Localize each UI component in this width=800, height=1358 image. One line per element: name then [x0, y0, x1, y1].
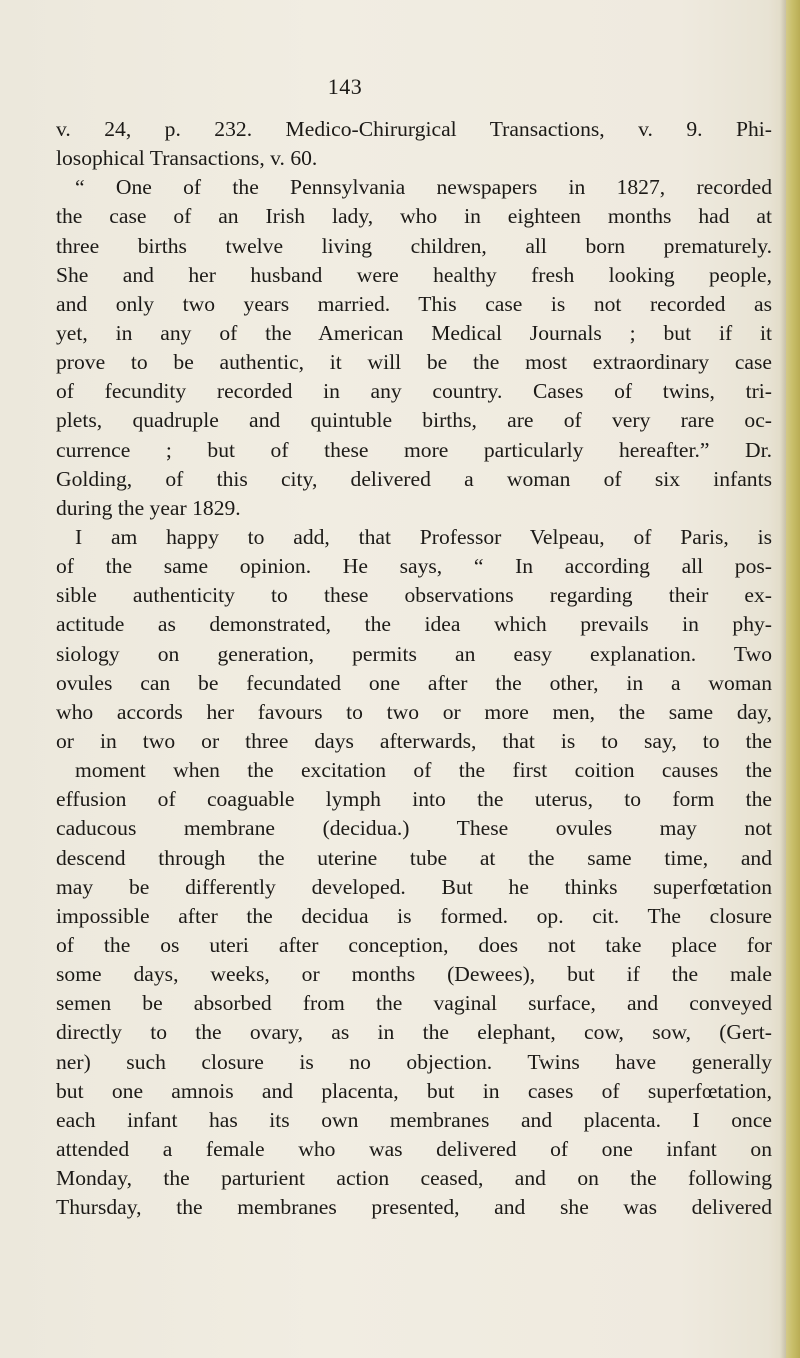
text-line: descend through the uterine tube at the same time, and: [56, 845, 772, 870]
text-line: during the year 1829.: [56, 495, 241, 520]
text-line: of fecundity recorded in any country. Cases of twins, tri-: [56, 379, 772, 404]
text-line: and only two years married. This case is not recorded as: [56, 291, 772, 316]
text-line: who accords her favours to two or more men, the same day,: [56, 699, 772, 724]
text-line: siology on generation, permits an easy explanation. Two: [56, 641, 772, 666]
text-line: but one amnois and placenta, but in cases of superfœtation,: [56, 1078, 772, 1103]
text-line: ner) such closure is no objection. Twins have generally: [56, 1049, 772, 1074]
text-line: ovules can be fecundated one after the other, in a woman: [56, 670, 772, 695]
text-line: Monday, the parturient action ceased, and on the following: [56, 1166, 772, 1191]
text-line: some days, weeks, or months (Dewees), but if the male: [56, 962, 772, 987]
text-line: semen be absorbed from the vaginal surface, and conveyed: [56, 991, 772, 1016]
text-line: directly to the ovary, as in the elephant, cow, sow, (Gert-: [56, 1020, 772, 1045]
text-line: the case of an Irish lady, who in eighteen months had at: [56, 204, 772, 229]
text-line: caducous membrane (decidua.) These ovules may not: [56, 816, 772, 841]
text-line: impossible after the decidua is formed. op. cit. The closure: [56, 903, 772, 928]
text-line: Thursday, the membranes presented, and she was delivered: [56, 1195, 772, 1220]
text-line: of the same opinion. He says, “ In according all pos-: [56, 554, 772, 579]
text-line: prove to be authentic, it will be the most extraordinary case: [56, 350, 772, 375]
text-line: yet, in any of the American Medical Journals ; but if it: [56, 320, 772, 345]
text-line: sible authenticity to these observations regarding their ex-: [56, 583, 772, 608]
text-line: three births twelve living children, all born prematurely.: [56, 233, 772, 258]
text-line: actitude as demonstrated, the idea which prevails in phy-: [56, 612, 772, 637]
text-line: each infant has its own membranes and placenta. I once: [56, 1107, 772, 1132]
text-line: may be differently developed. But he thinks superfœtation: [56, 874, 772, 899]
page-number: 143: [327, 74, 363, 99]
text-line: currence ; but of these more particularly hereafter.” Dr.: [56, 437, 772, 462]
text-line: “ One of the Pennsylvania newspapers in 1827, recorded: [75, 175, 772, 200]
text-line: v. 24, p. 232. Medico-Chirurgical Transactions, v. 9. Phi-: [56, 117, 772, 141]
text-line: plets, quadruple and quintuble births, are of very rare oc-: [56, 408, 772, 433]
text-line: She and her husband were healthy fresh looking people,: [56, 262, 772, 287]
page-edge-strip: [786, 0, 800, 1358]
text-line: attended a female who was delivered of one infant on: [56, 1136, 772, 1161]
text-line: losophical Transactions, v. 60.: [56, 146, 318, 171]
text-line: Golding, of this city, delivered a woman of six infants: [56, 466, 772, 491]
body-text: [56, 115, 772, 1222]
text-line: or in two or three days afterwards, that is to say, to the: [56, 728, 772, 753]
text-line: of the os uteri after conception, does not take place for: [56, 932, 772, 957]
text-line: effusion of coaguable lymph into the uterus, to form the: [56, 787, 772, 812]
text-line: I am happy to add, that Professor Velpeau, of Paris, is: [75, 524, 772, 549]
text-line: moment when the excitation of the first coition causes the: [75, 758, 772, 783]
